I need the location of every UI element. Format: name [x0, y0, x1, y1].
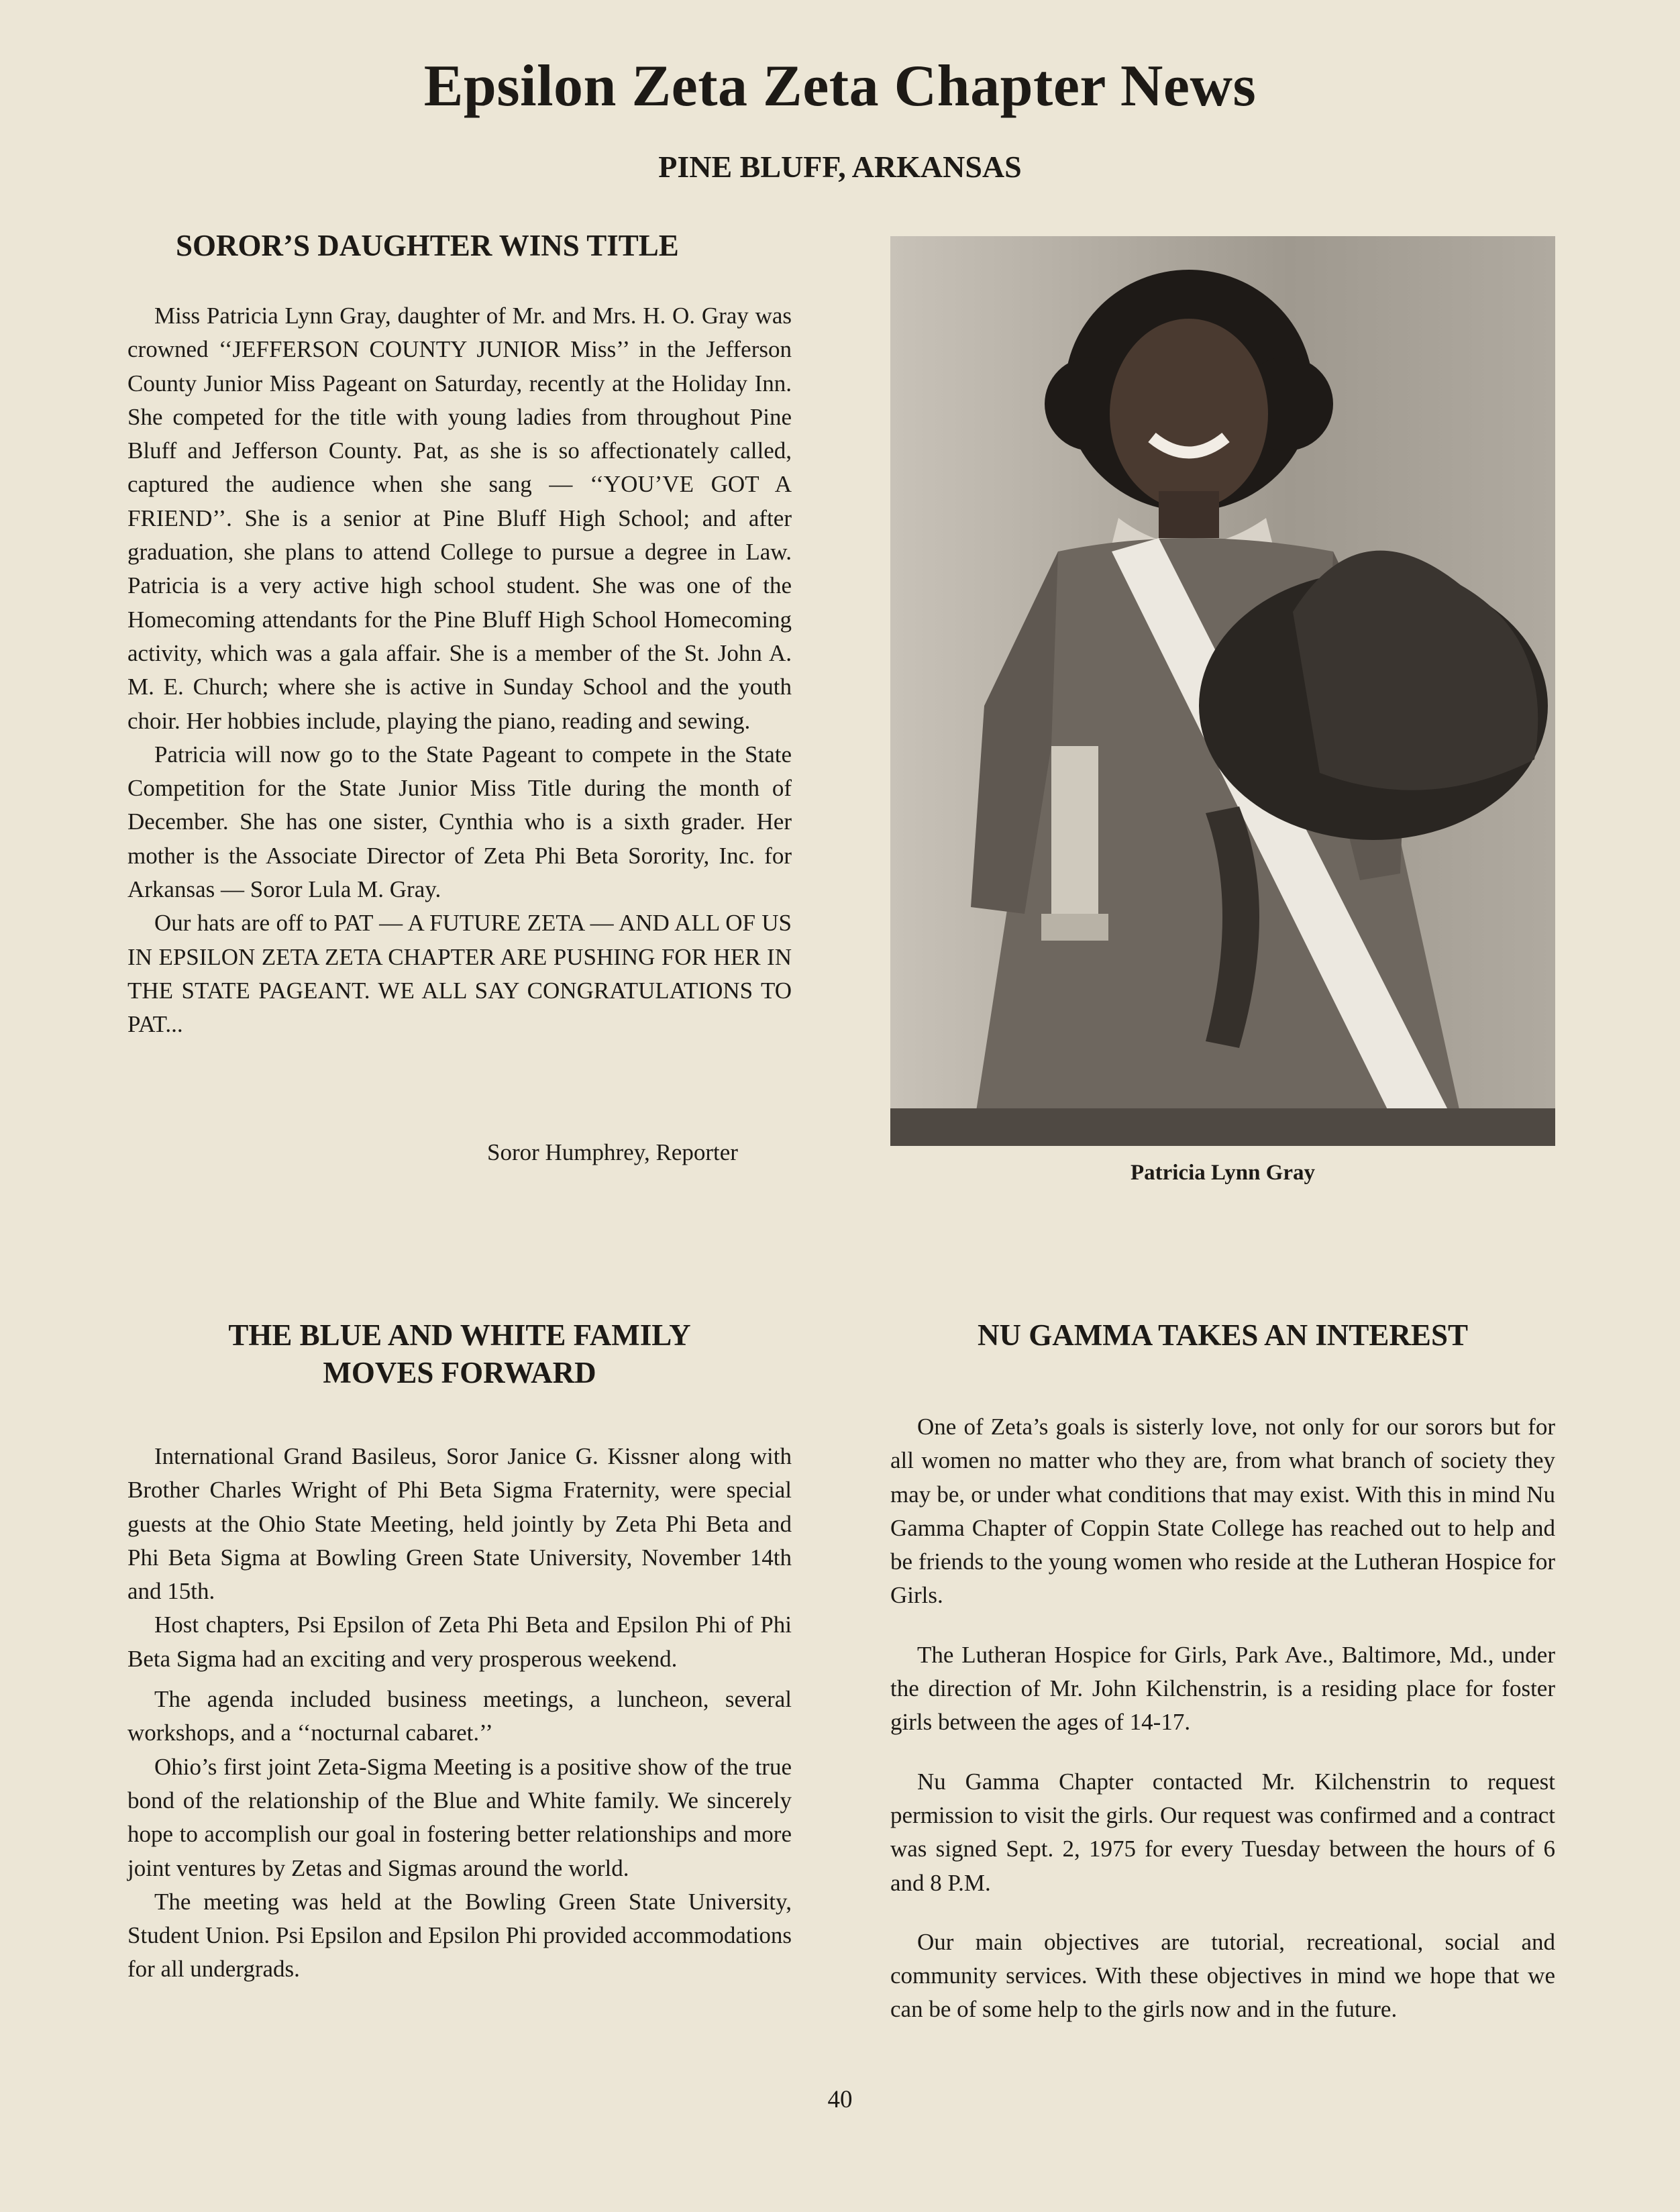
paragraph: International Grand Basileus, Soror Janice G. Kissner along with Brother Charles Wright of Phi Beta Sigma Fraternity, were special guests at the Ohio State Meeting, held jointly by Zeta Phi Beta and Phi Beta Sigma at Bowling Green State University, November 14th and 15th. — [127, 1443, 792, 1605]
article-heading — [127, 1316, 792, 1391]
article-nu-gamma — [890, 1316, 1555, 2027]
paragraph: Nu Gamma Chapter contacted Mr. Kilchenstrin to request permission to visit the girls. Our request was confirmed and a contract was signed Sept. 2, 1975 for every Tuesday between the hours of 6 and 8 P.M. — [890, 1768, 1555, 1896]
photo-caption: Patricia Lynn Gray — [1131, 1161, 1315, 1185]
page-number: 40 — [827, 2086, 853, 2113]
article-body — [127, 299, 792, 1042]
page-subtitle: PINE BLUFF, ARKANSAS — [658, 150, 1022, 184]
paragraph: The Lutheran Hospice for Girls, Park Ave., Baltimore, Md., under the direction of Mr. John Kilchenstrin, is a residing place for foster girls between the ages of 14-17. — [890, 1641, 1555, 1736]
heading-line: THE BLUE AND WHITE FAMILY — [228, 1318, 691, 1352]
article-body — [890, 1410, 1555, 2027]
paragraph: Patricia will now go to the State Pageant to compete in the State Competition for the State Junior Miss Title during the month of December. She has one sister, Cynthia who is a sixth grader. Her mother is the Associate Director of Zeta Phi Beta Sorority, Inc. for Arkansas — Soror Lula M. Gray. — [127, 741, 792, 903]
paragraph: Our hats are off to PAT — A FUTURE ZETA — AND ALL OF US IN EPSILON ZETA ZETA CHAPTER ARE PUSHING FOR HER IN THE STATE PAGEANT. WE ALL SAY CONGRATULATIONS TO PAT... — [127, 910, 792, 1038]
article-body — [127, 1440, 792, 1987]
page-title: Epsilon Zeta Zeta Chapter News — [423, 54, 1257, 119]
reporter-credit: Soror Humphrey, Reporter — [487, 1139, 738, 1165]
paragraph: The meeting was held at the Bowling Green State University, Student Union. Psi Epsilon and Epsilon Phi provided accommodations for all undergrads. — [127, 1888, 792, 1983]
paragraph: Ohio’s first joint Zeta-Sigma Meeting is a positive show of the true bond of the relationship of the Blue and White family. We sincerely hope to accomplish our goal in fostering better relationships and more joint ventures by Zetas and Sigmas around the world. — [127, 1753, 792, 1881]
paragraph: One of Zeta’s goals is sisterly love, not only for our sorors but for all women no matter who they are, from what branch of society they may be, or under what conditions that may exist. With this in mind Nu Gamma Chapter of Coppin State College has reached out to help and be friends to the young women who reside at the Lutheran Hospice for Girls. — [890, 1414, 1555, 1609]
portrait-photo — [890, 236, 1555, 1146]
article-heading: SOROR’S DAUGHTER WINS TITLE — [176, 229, 679, 262]
heading-line: MOVES FORWARD — [323, 1356, 596, 1389]
portrait-illustration — [890, 236, 1555, 1146]
paragraph: Our main objectives are tutorial, recreational, social and community services. With these objectives in mind we hope that we can be of some help to the girls now and in the future. — [890, 1928, 1555, 2023]
article-blue-white-family — [127, 1316, 792, 1987]
article-soror-daughter — [127, 227, 792, 1042]
paragraph: The agenda included business meetings, a luncheon, several workshops, and a ‘‘nocturnal cabaret.’’ — [127, 1686, 792, 1746]
paragraph: Miss Patricia Lynn Gray, daughter of Mr. and Mrs. H. O. Gray was crowned ‘‘JEFFERSON COUNTY JUNIOR Miss’’ in the Jefferson County Junior Miss Pageant on Saturday, recently at the Holiday Inn. She competed for the title with young ladies from throughout Pine Bluff and Jefferson County. Pat, as she is so affectionately called, captured the audience when she sang — ‘‘YOU’VE GOT A FRIEND’’. She is a senior at Pine Bluff High School; and after graduation, she plans to attend College to pursue a degree in Law. Patricia is a very active high school student. She was one of the Homecoming attendants for the Pine Bluff High School Homecoming activity, which was a gala affair. She is a member of the St. John A. M. E. Church; where she is active in Sunday School and the youth choir. Her hobbies include, playing the piano, reading and sewing. — [127, 303, 792, 734]
paragraph: Host chapters, Psi Epsilon of Zeta Phi Beta and Epsilon Phi of Phi Beta Sigma had an exciting and very prosperous weekend. — [127, 1612, 792, 1672]
article-heading: NU GAMMA TAKES AN INTEREST — [978, 1318, 1468, 1352]
